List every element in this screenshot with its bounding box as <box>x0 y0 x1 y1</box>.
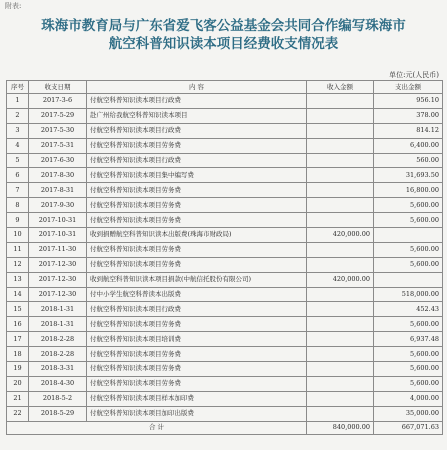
cell-expense: 6,400.00 <box>374 138 443 153</box>
cell-income <box>307 406 374 421</box>
total-expense: 667,071.63 <box>374 421 443 434</box>
table-header-row <box>7 81 443 94</box>
cell-expense: 16,800.00 <box>374 183 443 198</box>
cell-date: 2017-6-30 <box>29 153 87 168</box>
title-line-1: 珠海市教育局与广东省爱飞客公益基金会共同合作编写珠海市 <box>41 18 406 34</box>
cell-seq: 11 <box>7 242 29 257</box>
cell-expense: 35,000.00 <box>374 406 443 421</box>
cell-content: 付航空科普知识读本项目劳务费 <box>87 376 307 391</box>
table-row <box>7 287 443 302</box>
cell-date: 2018-2-28 <box>29 332 87 347</box>
cell-expense: 5,600.00 <box>374 347 443 362</box>
cell-expense: 5,600.00 <box>374 257 443 272</box>
cell-income <box>307 242 374 257</box>
cell-date: 2017-5-30 <box>29 123 87 138</box>
cell-date: 2017-12-30 <box>29 287 87 302</box>
cell-income <box>307 213 374 228</box>
title-line-2: 航空科普知识读本项目经费收支情况表 <box>108 36 339 52</box>
cell-expense: 31,693.50 <box>374 168 443 183</box>
cell-expense: 956.10 <box>374 94 443 109</box>
cell-date: 2018-4-30 <box>29 376 87 391</box>
table-row <box>7 332 443 347</box>
cell-content: 收到航空科普知识读本项目捐款(中航信托股份有限公司) <box>87 272 307 287</box>
cell-content: 付航空科普知识读本项目劳务费 <box>87 347 307 362</box>
cell-seq: 21 <box>7 391 29 406</box>
cell-expense: 5,600.00 <box>374 376 443 391</box>
table-row <box>7 94 443 109</box>
cell-expense <box>374 272 443 287</box>
cell-date: 2018-1-31 <box>29 302 87 317</box>
total-label: 合 计 <box>7 421 307 434</box>
total-row <box>7 421 443 434</box>
cell-date: 2017-8-30 <box>29 168 87 183</box>
document-title <box>0 17 447 53</box>
cell-expense: 814.12 <box>374 123 443 138</box>
cell-content: 付航空科普知识读本项目劳务费 <box>87 138 307 153</box>
cell-seq: 9 <box>7 213 29 228</box>
cell-seq: 5 <box>7 153 29 168</box>
cell-content: 付航空科普知识读本项目劳务费 <box>87 242 307 257</box>
table-row <box>7 347 443 362</box>
cell-content: 付航空科普知识读本项目集中编写费 <box>87 168 307 183</box>
cell-expense: 5,600.00 <box>374 242 443 257</box>
cell-income <box>307 108 374 123</box>
cell-seq: 6 <box>7 168 29 183</box>
cell-income <box>307 376 374 391</box>
cell-date: 2017-12-30 <box>29 272 87 287</box>
cell-income <box>307 183 374 198</box>
cell-content: 付航空科普知识读本项目培训费 <box>87 332 307 347</box>
header-seq: 序号 <box>7 81 29 94</box>
cell-seq: 16 <box>7 317 29 332</box>
table-row <box>7 153 443 168</box>
total-income: 840,000.00 <box>307 421 374 434</box>
cell-date: 2017-3-6 <box>29 94 87 109</box>
cell-content: 付航空科普知识读本项目劳务费 <box>87 198 307 213</box>
cell-seq: 17 <box>7 332 29 347</box>
cell-income <box>307 257 374 272</box>
cell-date: 2017-5-29 <box>29 108 87 123</box>
cell-seq: 19 <box>7 362 29 377</box>
table-row <box>7 317 443 332</box>
cell-income <box>307 153 374 168</box>
cell-income <box>307 198 374 213</box>
cell-income <box>307 138 374 153</box>
cell-seq: 12 <box>7 257 29 272</box>
table-row <box>7 242 443 257</box>
cell-expense: 6,937.48 <box>374 332 443 347</box>
cell-content: 付航空科普知识读本项目劳务费 <box>87 317 307 332</box>
cell-date: 2017-12-30 <box>29 257 87 272</box>
cell-income <box>307 302 374 317</box>
header-date: 收支日期 <box>29 81 87 94</box>
cell-date: 2017-8-31 <box>29 183 87 198</box>
cell-seq: 20 <box>7 376 29 391</box>
cell-content: 付航空科普知识读本项目行政费 <box>87 302 307 317</box>
cell-date: 2018-1-31 <box>29 317 87 332</box>
cell-seq: 15 <box>7 302 29 317</box>
cell-content: 付航空科普知识读本项目劳务费 <box>87 183 307 198</box>
table-row <box>7 406 443 421</box>
cell-content: 付航空科普知识读本项目劳务费 <box>87 213 307 228</box>
table-row <box>7 198 443 213</box>
cell-date: 2018-5-29 <box>29 406 87 421</box>
cell-seq: 1 <box>7 94 29 109</box>
cell-seq: 13 <box>7 272 29 287</box>
cell-date: 2018-2-28 <box>29 347 87 362</box>
cell-income: 420,000.00 <box>307 272 374 287</box>
cell-expense: 518,000.00 <box>374 287 443 302</box>
cell-seq: 8 <box>7 198 29 213</box>
table-row <box>7 213 443 228</box>
cell-income <box>307 391 374 406</box>
cell-date: 2017-11-30 <box>29 242 87 257</box>
cell-expense: 560.00 <box>374 153 443 168</box>
cell-expense: 378.00 <box>374 108 443 123</box>
cell-content: 付航空科普知识读本项目行政费 <box>87 153 307 168</box>
table-row <box>7 168 443 183</box>
cell-date: 2017-9-30 <box>29 198 87 213</box>
cell-expense: 4,000.00 <box>374 391 443 406</box>
cell-date: 2017-10-31 <box>29 228 87 243</box>
cell-income <box>307 347 374 362</box>
table-row <box>7 376 443 391</box>
cell-income <box>307 332 374 347</box>
cell-date: 2018-3-31 <box>29 362 87 377</box>
cell-income <box>307 123 374 138</box>
cell-content: 付航空科普知识读本项目加印出版费 <box>87 406 307 421</box>
table-row <box>7 138 443 153</box>
cell-content: 付航空科普知识读本项目行政费 <box>87 123 307 138</box>
cell-seq: 7 <box>7 183 29 198</box>
cell-content: 付航空科普知识读本项目劳务费 <box>87 257 307 272</box>
header-content: 内 容 <box>87 81 307 94</box>
finance-table <box>6 80 443 435</box>
cell-content: 付航空科普知识读本项目劳务费 <box>87 362 307 377</box>
table-row <box>7 272 443 287</box>
cell-content: 收到捐赠航空科普知识读本出版费(珠海市财政局) <box>87 228 307 243</box>
cell-date: 2017-5-31 <box>29 138 87 153</box>
cell-expense: 5,600.00 <box>374 362 443 377</box>
cell-expense: 5,600.00 <box>374 213 443 228</box>
cell-date: 2018-5-2 <box>29 391 87 406</box>
cell-content: 付航空科普知识读本项目样本加印费 <box>87 391 307 406</box>
unit-label: 单位:元(人民币) <box>389 71 439 79</box>
table-row <box>7 391 443 406</box>
cell-content: 付中小学生航空科普读本出版费 <box>87 287 307 302</box>
cell-income <box>307 362 374 377</box>
cell-income: 420,000.00 <box>307 228 374 243</box>
cell-seq: 3 <box>7 123 29 138</box>
table-row <box>7 108 443 123</box>
cell-expense: 5,600.00 <box>374 198 443 213</box>
header-expense: 支出金额 <box>374 81 443 94</box>
header-income: 收入金额 <box>307 81 374 94</box>
cell-income <box>307 317 374 332</box>
cell-date: 2017-10-31 <box>29 213 87 228</box>
cell-seq: 4 <box>7 138 29 153</box>
cell-content: 赴广州给我航空科普知识读本项目 <box>87 108 307 123</box>
cell-expense: 5,600.00 <box>374 317 443 332</box>
cell-content: 付航空科普知识读本项目行政费 <box>87 94 307 109</box>
cell-income <box>307 94 374 109</box>
table-row <box>7 302 443 317</box>
table-row <box>7 228 443 243</box>
cell-income <box>307 287 374 302</box>
cell-seq: 10 <box>7 228 29 243</box>
cell-income <box>307 168 374 183</box>
cell-seq: 14 <box>7 287 29 302</box>
table-body <box>7 94 443 422</box>
cell-seq: 22 <box>7 406 29 421</box>
attachment-label: 附表: <box>5 2 22 10</box>
table-row <box>7 257 443 272</box>
cell-seq: 18 <box>7 347 29 362</box>
cell-expense: 452.43 <box>374 302 443 317</box>
table-row <box>7 183 443 198</box>
cell-seq: 2 <box>7 108 29 123</box>
cell-expense <box>374 228 443 243</box>
table-row <box>7 362 443 377</box>
table-row <box>7 123 443 138</box>
